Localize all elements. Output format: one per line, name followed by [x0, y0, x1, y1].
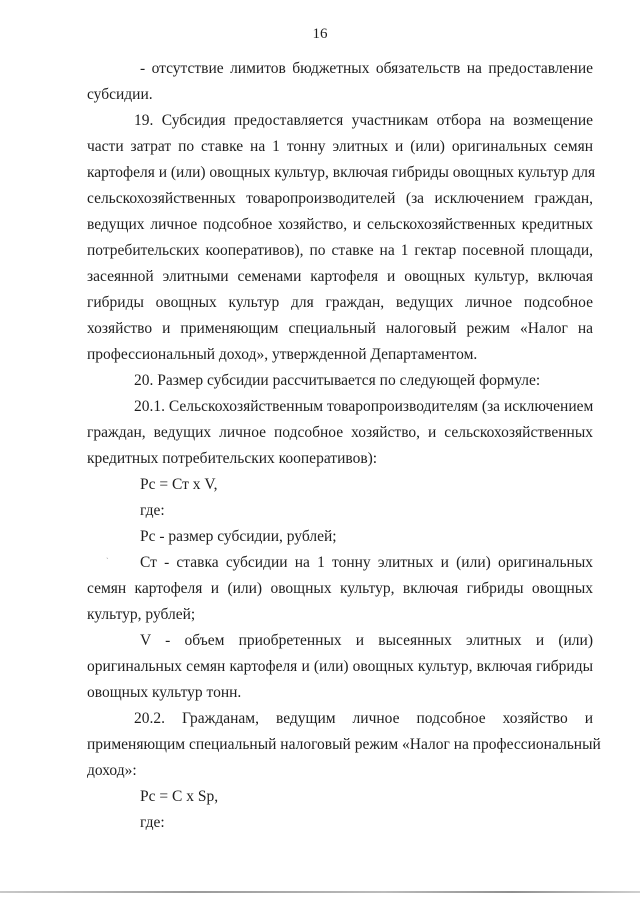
- text-line: Рс - размер субсидии, рублей;: [140, 528, 337, 545]
- text-line: применяющим специальный налоговый режим «Налог на профессиональный: [87, 736, 601, 753]
- text-line: части затрат по ставке на 1 тонну элитных и (или) оригинальных семян: [87, 138, 593, 155]
- text-line: граждан, ведущих личное подсобное хозяйство, и сельскохозяйственных: [87, 424, 593, 441]
- text-line: - отсутствие лимитов бюджетных обязательств на предоставление: [140, 60, 593, 77]
- text-line: Ст - ставка субсидии на 1 тонну элитных и (или) оригинальных: [140, 554, 593, 571]
- text-line: картофеля и (или) овощных культур, включая гибриды овощных культур для: [87, 164, 596, 181]
- scan-edge-line: [0, 891, 640, 893]
- text-line: где:: [140, 502, 165, 519]
- text-line: ведущих личное подсобное хозяйство, и сельскохозяйственных кредитных: [87, 216, 593, 233]
- text-line: 20.2. Гражданам, ведущим личное подсобное хозяйство и: [134, 710, 593, 727]
- text-line: кредитных потребительских кооперативов):: [87, 450, 378, 467]
- text-line: потребительских кооперативов), по ставке на 1 гектар посевной площади,: [87, 242, 593, 259]
- formula: Рс = Ст х V,: [140, 476, 218, 493]
- text-line: V - объем приобретенных и высеянных элитных и (или): [140, 632, 593, 649]
- text-line: субсидии.: [87, 86, 153, 103]
- page-number: 16: [312, 26, 328, 42]
- text-line: овощных культур тонн.: [87, 684, 242, 701]
- text-line: профессиональный доход», утвержденной Департаментом.: [87, 346, 478, 363]
- formula: Рс = С х Sp,: [140, 788, 219, 805]
- text-line: 19. Субсидия предоставляется участникам отбора на возмещение: [134, 112, 593, 129]
- text-line: хозяйство и применяющим специальный налоговый режим «Налог на: [87, 320, 593, 337]
- text-line: оригинальных семян картофеля и (или) овощных культур, включая гибриды: [87, 658, 593, 675]
- text-line: доход»:: [87, 762, 137, 779]
- text-line: где:: [140, 814, 165, 831]
- scan-artifact-mark: ˎ: [106, 550, 109, 559]
- text-line: семян картофеля и (или) овощных культур, включая гибриды овощных: [87, 580, 593, 597]
- text-line: сельскохозяйственных товаропроизводителей (за исключением граждан,: [87, 190, 593, 207]
- text-line: засеянной элитными семенами картофеля и овощных культур, включая: [87, 268, 593, 285]
- text-line: 20.1. Сельскохозяйственным товаропроизводителям (за исключением: [134, 398, 594, 415]
- text-line: культур, рублей;: [87, 606, 196, 623]
- text-line: гибриды овощных культур для граждан, ведущих личное подсобное: [87, 294, 593, 311]
- text-line: 20. Размер субсидии рассчитывается по следующей формуле:: [134, 372, 541, 389]
